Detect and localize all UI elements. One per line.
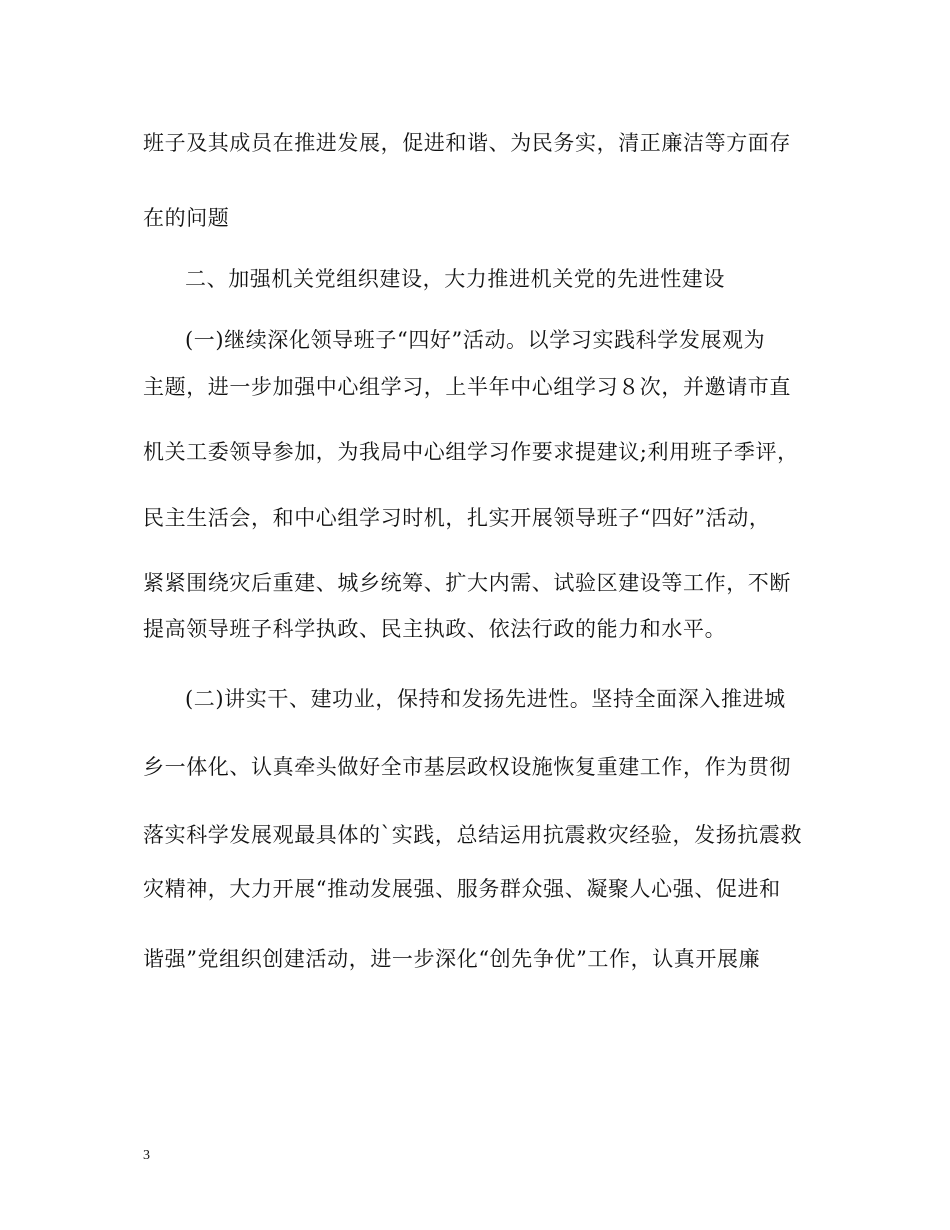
paragraph-line: (一)继续深化领导班子“四好”活动。以学习实践科学发展观为 xyxy=(185,328,766,352)
paragraph-line: 提高领导班子科学执政、民主执政、依法行政的能力和水平。 xyxy=(143,617,727,641)
paragraph-line: 民主生活会，和中心组学习时机，扎实开展领导班子“四好”活动， xyxy=(143,506,771,530)
text-line: 班子及其成员在推进发展，促进和谐、为民务实，清正廉洁等方面存 xyxy=(143,131,791,155)
paragraph-line: 谐强”党组织创建活动，进一步深化“创先争优”工作，认真开展廉 xyxy=(143,947,761,971)
paragraph-line: 主题，进一步加强中心组学习，上半年中心组学习８次，并邀请市直 xyxy=(143,375,791,399)
paragraph-line: 机关工委领导参加，为我局中心组学习作要求提建议;利用班子季评， xyxy=(143,440,799,464)
page-number: 3 xyxy=(143,1148,150,1163)
paragraph-line: 灾精神，大力开展“推动发展强、服务群众强、凝聚人心强、促进和 xyxy=(143,877,781,901)
paragraph-line: 乡一体化、认真牵头做好全市基层政权设施恢复重建工作，作为贯彻 xyxy=(143,755,791,779)
paragraph-line: (二)讲实干、建功业，保持和发扬先进性。坚持全面深入推进城 xyxy=(185,687,786,711)
paragraph-line: 落实科学发展观最具体的`实践，总结运用抗震救灾经验，发扬抗震救 xyxy=(143,823,803,847)
text-line: 在的问题 xyxy=(143,206,230,230)
paragraph-line: 紧紧围绕灾后重建、城乡统筹、扩大内需、试验区建设等工作，不断 xyxy=(143,571,791,595)
section-heading: 二、加强机关党组织建设，大力推进机关党的先进性建设 xyxy=(185,267,725,291)
